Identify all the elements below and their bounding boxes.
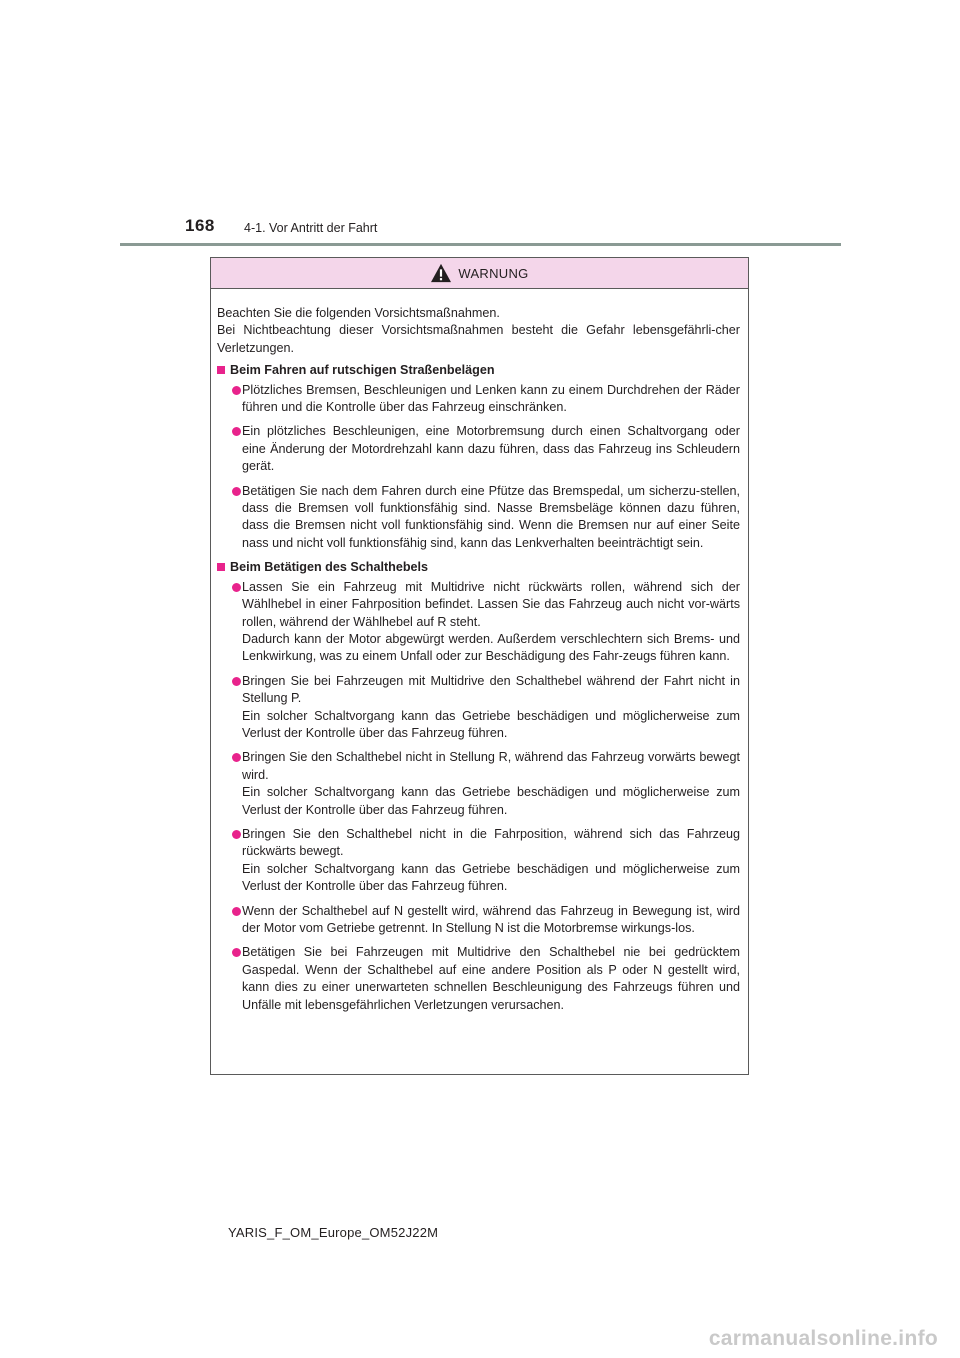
bullet-text: Ein solcher Schaltvorgang kann das Getriebe beschädigen und möglicherweise zum Verlust der Kontrolle über das Fahrzeug führen.	[242, 861, 740, 894]
section-title: 4-1. Vor Antritt der Fahrt	[244, 221, 378, 235]
intro-line: Beachten Sie die folgenden Vorsichtsmaßnahmen.	[217, 306, 500, 320]
bullet-text: Plötzliches Bremsen, Beschleunigen und Lenken kann zu einem Durchdrehen der Räder führen und die Kontrolle über das Fahrzeug einschränken.	[242, 382, 740, 415]
bullet-item	[217, 579, 740, 666]
bullet-text: Bringen Sie den Schalthebel nicht in Stellung R, während das Fahrzeug vorwärts bewegt wird.	[242, 750, 740, 782]
bullet-dot-icon	[232, 427, 241, 436]
bullet-text: Bringen Sie bei Fahrzeugen mit Multidrive den Schalthebel während der Fahrt nicht in Stellung P.	[242, 673, 740, 706]
section-heading-text: Beim Fahren auf rutschigen Straßenbelägen	[230, 363, 495, 378]
bullet-dot-icon	[232, 386, 241, 395]
bullet-dot-icon	[232, 830, 241, 839]
warning-section	[217, 362, 740, 552]
bullet-text: Wenn der Schalthebel auf N gestellt wird, während das Fahrzeug in Bewegung ist, wird der Motor vom Getriebe getrennt. In Stellung N ist die Motorbremse wirkungs-los.	[242, 903, 740, 935]
bullet-item	[217, 382, 740, 417]
bullet-item	[217, 749, 740, 819]
bullet-dot-icon	[232, 907, 241, 916]
warning-header	[211, 258, 748, 289]
bullet-text: Betätigen Sie nach dem Fahren durch eine Pfütze das Bremspedal, um sicherzu-stellen, dass die Bremsen voll funktionsfähig sind. Nasse Bremsbeläge können dazu führen, dass die Bremsen nicht voll funktionsfähig sind. Wenn die Bremsen nur auf einer Seite nass und nicht voll funktionsfähig sind, kann das Lenkverhalten beeinträchtigt sein.	[242, 483, 740, 550]
section-heading	[217, 559, 740, 576]
bullet-item	[217, 944, 740, 1014]
bullet-dot-icon	[232, 677, 241, 686]
bullet-text: Lassen Sie ein Fahrzeug mit Multidrive nicht rückwärts rollen, während sich der Wählhebel in einer Fahrposition befindet. Lassen Sie das Fahrzeug auch nicht vor-wärts rollen, während der Wählhebel auf R steht.	[242, 579, 740, 629]
watermark: carmanualsonline.info	[708, 1327, 938, 1350]
bullet-text: Dadurch kann der Motor abgewürgt werden. Außerdem verschlechtern sich Brems- und Lenkwirkung, was zu einem Unfall oder zur Beschädigung des Fahr-zeugs führen kann.	[242, 631, 740, 664]
warning-intro	[217, 305, 740, 357]
bullet-item	[217, 673, 740, 743]
bullet-text: Ein solcher Schaltvorgang kann das Getriebe beschädigen und möglicherweise zum Verlust der Kontrolle über das Fahrzeug führen.	[242, 785, 740, 817]
square-marker-icon	[217, 563, 225, 571]
section-heading-text: Beim Betätigen des Schalthebels	[230, 560, 429, 575]
intro-line: Bei Nichtbeachtung dieser Vorsichtsmaßnahmen besteht die Gefahr lebensgefährli-cher Verletzungen.	[217, 323, 740, 355]
header-rule	[120, 243, 841, 246]
bullet-item	[217, 483, 740, 553]
bullet-item	[217, 826, 740, 896]
warning-title: WARNUNG	[458, 265, 529, 281]
warning-box	[210, 257, 749, 1075]
bullet-dot-icon	[232, 753, 241, 762]
warning-triangle-icon	[430, 263, 452, 283]
bullet-item	[217, 903, 740, 938]
square-marker-icon	[217, 366, 225, 374]
bullet-dot-icon	[232, 948, 241, 957]
bullet-text: Ein plötzliches Beschleunigen, eine Motorbremsung durch einen Schaltvorgang oder eine Änderung der Motordrehzahl kann dazu führen, dass das Fahrzeug ins Schleudern gerät.	[242, 424, 740, 474]
bullet-item	[217, 423, 740, 475]
warning-section	[217, 559, 740, 1014]
bullet-text: Bringen Sie den Schalthebel nicht in die Fahrposition, während sich das Fahrzeug rückwärts bewegt.	[242, 826, 740, 859]
bullet-text: Ein solcher Schaltvorgang kann das Getriebe beschädigen und möglicherweise zum Verlust der Kontrolle über das Fahrzeug führen.	[242, 708, 740, 740]
bullet-text: Betätigen Sie bei Fahrzeugen mit Multidrive den Schalthebel nie bei gedrücktem Gaspedal. Wenn der Schalthebel auf eine andere Position als P oder N gestellt wird, kann dies zu einer unerwarteten schnellen Beschleunigung des Fahrzeugs führen und Unfälle mit lebensgefährlichen Verletzungen verursachen.	[242, 945, 740, 1012]
warning-body	[211, 289, 748, 1014]
bullet-dot-icon	[232, 487, 241, 496]
document-id: YARIS_F_OM_Europe_OM52J22M	[228, 1225, 439, 1240]
section-heading	[217, 362, 740, 379]
page-number: 168	[185, 216, 215, 235]
bullet-dot-icon	[232, 583, 241, 592]
